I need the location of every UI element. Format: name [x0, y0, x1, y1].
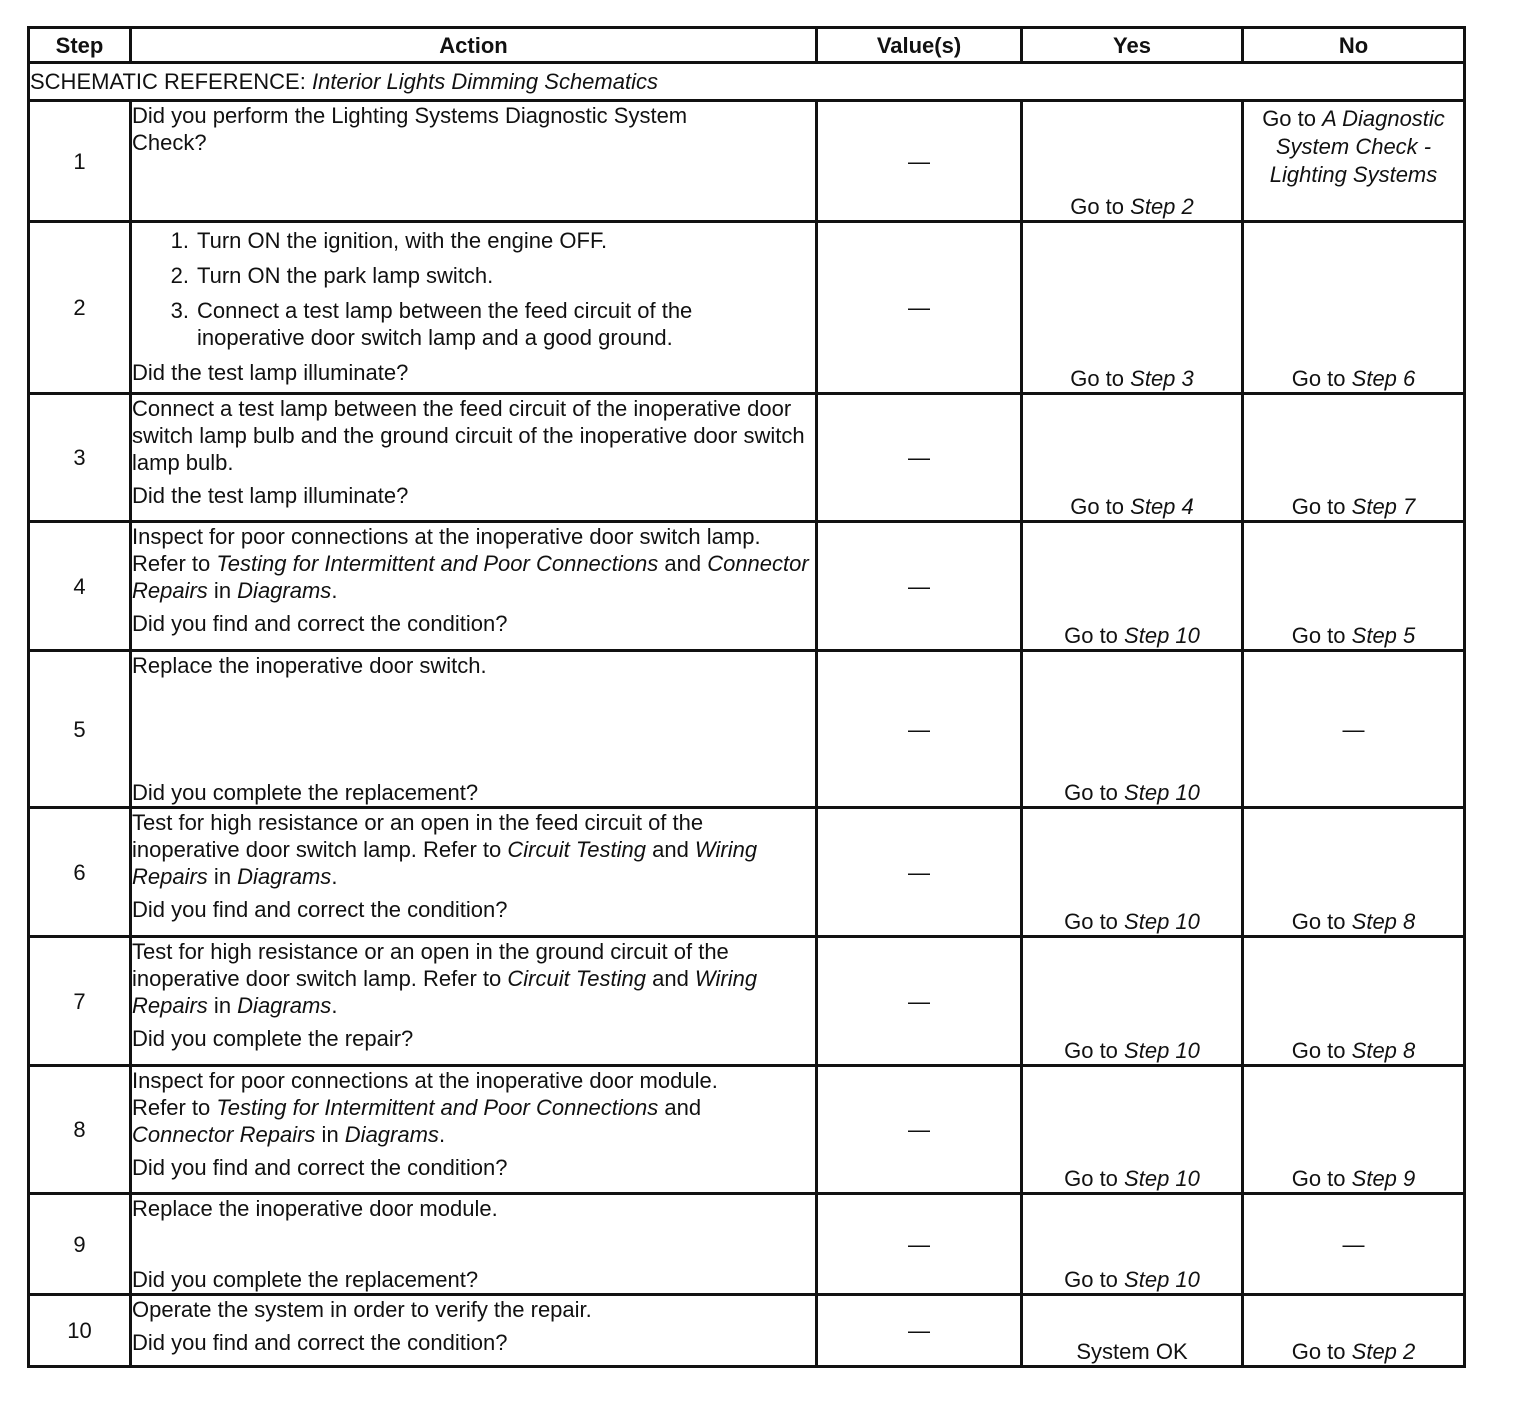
no-prefix: Go to: [1291, 1339, 1346, 1364]
action-text-part: .: [331, 993, 338, 1018]
yes-cell: [1022, 651, 1243, 808]
schematic-ref: Interior Lights Dimming Schematics: [311, 69, 658, 94]
action-cell: [131, 522, 817, 651]
action-cell: [131, 222, 817, 394]
step-number: 7: [29, 937, 131, 1066]
action-text-part: .: [331, 578, 338, 603]
yes-ref: Step 10: [1124, 1166, 1200, 1191]
yes-cell: [1022, 522, 1243, 651]
no-prefix: Go to: [1291, 366, 1346, 391]
table-row: [29, 651, 1465, 808]
list-text: Connect a test lamp between the feed circuit of the inoperative door switch lamp and a good ground.: [197, 298, 693, 350]
yes-cell: [1022, 101, 1243, 222]
action-cell: [131, 808, 817, 937]
no-ref: Step 2: [1351, 1339, 1416, 1364]
doc-reference: Testing for Intermittent and Poor Connections: [216, 551, 659, 576]
yes-cell: [1022, 1194, 1243, 1295]
value-cell: —: [817, 222, 1022, 394]
action-text-part: and: [658, 551, 708, 576]
schematic-row: [29, 63, 1465, 101]
table-row: [29, 1194, 1465, 1295]
yes-prefix: Go to: [1064, 1166, 1118, 1191]
doc-reference: Diagrams: [237, 864, 332, 889]
action-text-part: Test for high resistance or an open in the ground circuit of the inoperative door switch lamp. Refer to: [132, 939, 729, 991]
diagnostic-table: [27, 26, 1466, 1368]
action-text-part: Inspect for poor connections at the inoperative door switch lamp. Refer to: [132, 524, 761, 576]
header-values: Value(s): [817, 28, 1022, 63]
yes-prefix: Go to: [1064, 780, 1118, 805]
table-row: [29, 101, 1465, 222]
doc-reference: Wiring Repairs: [132, 837, 758, 889]
action-text: Replace the inoperative door module.: [132, 1196, 498, 1221]
list-text: Turn ON the ignition, with the engine OFF.: [197, 228, 608, 253]
yes-cell: [1022, 1066, 1243, 1194]
value-cell: —: [817, 937, 1022, 1066]
action-text: [132, 938, 797, 1019]
no-prefix: Go to: [1291, 494, 1346, 519]
no-ref: Step 9: [1351, 1166, 1416, 1191]
no-prefix: Go to: [1291, 1166, 1346, 1191]
action-text-part: and: [658, 1095, 702, 1120]
step-number: 9: [29, 1194, 131, 1295]
action-wrap: [132, 1195, 815, 1293]
action-text-part: in: [207, 993, 238, 1018]
yes-ref: Step 10: [1124, 780, 1200, 805]
action-text-part: in: [315, 1122, 345, 1147]
header-yes: Yes: [1022, 28, 1243, 63]
no-cell: [1243, 1066, 1465, 1194]
table-row: [29, 808, 1465, 937]
action-cell: [131, 651, 817, 808]
yes-prefix: Go to: [1064, 1038, 1118, 1063]
no-cell: [1243, 394, 1465, 522]
list-number: 2.: [170, 263, 189, 288]
no-prefix: Go to: [1262, 106, 1316, 131]
list-item: [132, 227, 815, 254]
no-prefix: Go to: [1291, 909, 1346, 934]
doc-reference: Testing for Intermittent and Poor Connections: [216, 1095, 659, 1120]
question-text: Did you find and correct the condition?: [132, 1330, 508, 1355]
step-number: 1: [29, 101, 131, 222]
step-number: 2: [29, 222, 131, 394]
doc-reference: Connector Repairs: [132, 551, 809, 603]
no-ref: Step 6: [1351, 366, 1416, 391]
action-text-part: .: [331, 864, 338, 889]
question-text: Did you complete the repair?: [132, 1026, 414, 1051]
header-row: [29, 28, 1465, 63]
action-text-part: and: [645, 837, 695, 862]
action-text: Operate the system in order to verify the repair.: [132, 1297, 592, 1322]
yes-ref: Step 2: [1130, 194, 1194, 219]
question-text: Did you find and correct the condition?: [132, 897, 508, 922]
question-text: Did you find and correct the condition?: [132, 1155, 508, 1180]
no-cell: [1243, 1295, 1465, 1367]
yes-prefix: Go to: [1070, 366, 1125, 391]
action-cell: [131, 101, 817, 222]
action-text-part: Inspect for poor connections at the inoperative door module. Refer to: [132, 1068, 718, 1120]
doc-reference: Diagrams: [344, 1122, 439, 1147]
step-number: 3: [29, 394, 131, 522]
action-text-part: in: [207, 578, 238, 603]
action-text: [132, 523, 815, 604]
table-row: [29, 522, 1465, 651]
action-text: Connect a test lamp between the feed circuit of the inoperative door switch lamp bulb and the ground circuit of the inoperative door switch lamp bulb.: [132, 396, 805, 475]
list-number: 1.: [170, 228, 189, 253]
action-text-part: Test for high resistance or an open in the feed circuit of the inoperative door switch lamp. Refer to: [132, 810, 704, 862]
action-text: Replace the inoperative door switch.: [132, 653, 487, 678]
no-prefix: Go to: [1291, 623, 1346, 648]
doc-reference: Circuit Testing: [507, 837, 646, 862]
question-text: Did you complete the replacement?: [132, 1267, 479, 1292]
list-text: Turn ON the park lamp switch.: [197, 263, 494, 288]
no-ref: Step 8: [1351, 909, 1416, 934]
table-row: [29, 394, 1465, 522]
doc-reference: Wiring Repairs: [132, 966, 758, 1018]
no-cell: —: [1243, 1194, 1465, 1295]
step-number: 10: [29, 1295, 131, 1367]
yes-cell: [1022, 394, 1243, 522]
action-text: [132, 809, 782, 890]
yes-cell: System OK: [1022, 1295, 1243, 1367]
yes-prefix: Go to: [1070, 494, 1125, 519]
value-cell: —: [817, 1295, 1022, 1367]
action-text-part: .: [438, 1122, 446, 1147]
no-prefix: Go to: [1291, 1038, 1346, 1063]
action-text: Did you perform the Lighting Systems Diagnostic System Check?: [132, 103, 688, 155]
table-row: [29, 222, 1465, 394]
yes-cell: [1022, 222, 1243, 394]
header-action: Action: [131, 28, 817, 63]
no-ref: A Diagnostic System Check - Lighting Systems: [1269, 106, 1445, 187]
value-cell: —: [817, 522, 1022, 651]
yes-prefix: Go to: [1064, 909, 1118, 934]
step-number: 8: [29, 1066, 131, 1194]
yes-ref: Step 10: [1124, 909, 1200, 934]
action-cell: [131, 1194, 817, 1295]
step-number: 6: [29, 808, 131, 937]
question-text: Did you complete the replacement?: [132, 780, 479, 805]
yes-cell: [1022, 937, 1243, 1066]
value-cell: —: [817, 651, 1022, 808]
schematic-reference: [29, 63, 1465, 101]
action-cell: [131, 937, 817, 1066]
instruction-list: [132, 227, 815, 351]
action-wrap: [132, 652, 815, 806]
step-number: 4: [29, 522, 131, 651]
yes-cell: [1022, 808, 1243, 937]
doc-reference: Diagrams: [237, 993, 332, 1018]
header-no: No: [1243, 28, 1465, 63]
yes-ref: Step 3: [1130, 366, 1194, 391]
no-cell: [1243, 522, 1465, 651]
action-cell: [131, 394, 817, 522]
yes-prefix: Go to: [1070, 194, 1125, 219]
doc-reference: Circuit Testing: [507, 966, 646, 991]
no-cell: [1243, 808, 1465, 937]
no-cell: [1243, 937, 1465, 1066]
question-text: Did the test lamp illuminate?: [132, 360, 409, 385]
table-row: [29, 1295, 1465, 1367]
yes-ref: Step 10: [1124, 1267, 1200, 1292]
action-cell: [131, 1066, 817, 1194]
action-cell: [131, 1295, 817, 1367]
table-row: [29, 937, 1465, 1066]
list-item: [132, 262, 815, 289]
no-cell: [1243, 222, 1465, 394]
header-step: Step: [29, 28, 131, 63]
action-text-part: in: [207, 864, 238, 889]
no-ref: Step 7: [1351, 494, 1416, 519]
yes-prefix: Go to: [1064, 1267, 1118, 1292]
value-cell: —: [817, 394, 1022, 522]
yes-ref: Step 4: [1130, 494, 1194, 519]
doc-reference: Diagrams: [237, 578, 332, 603]
no-ref: Step 5: [1351, 623, 1416, 648]
action-text: [132, 1067, 732, 1148]
list-item: [132, 297, 815, 351]
no-ref: Step 8: [1351, 1038, 1416, 1063]
value-cell: —: [817, 101, 1022, 222]
doc-reference: Connector Repairs: [132, 1122, 316, 1147]
value-cell: —: [817, 808, 1022, 937]
yes-ref: Step 10: [1124, 1038, 1200, 1063]
value-cell: —: [817, 1194, 1022, 1295]
table-row: [29, 1066, 1465, 1194]
question-text: Did you find and correct the condition?: [132, 611, 508, 636]
schematic-label: SCHEMATIC REFERENCE:: [30, 69, 306, 94]
yes-ref: Step 10: [1124, 623, 1200, 648]
yes-prefix: Go to: [1064, 623, 1118, 648]
no-cell: [1243, 101, 1465, 222]
value-cell: —: [817, 1066, 1022, 1194]
action-text-part: and: [645, 966, 695, 991]
step-number: 5: [29, 651, 131, 808]
list-number: 3.: [170, 298, 189, 323]
question-text: Did the test lamp illuminate?: [132, 483, 409, 508]
no-cell: —: [1243, 651, 1465, 808]
